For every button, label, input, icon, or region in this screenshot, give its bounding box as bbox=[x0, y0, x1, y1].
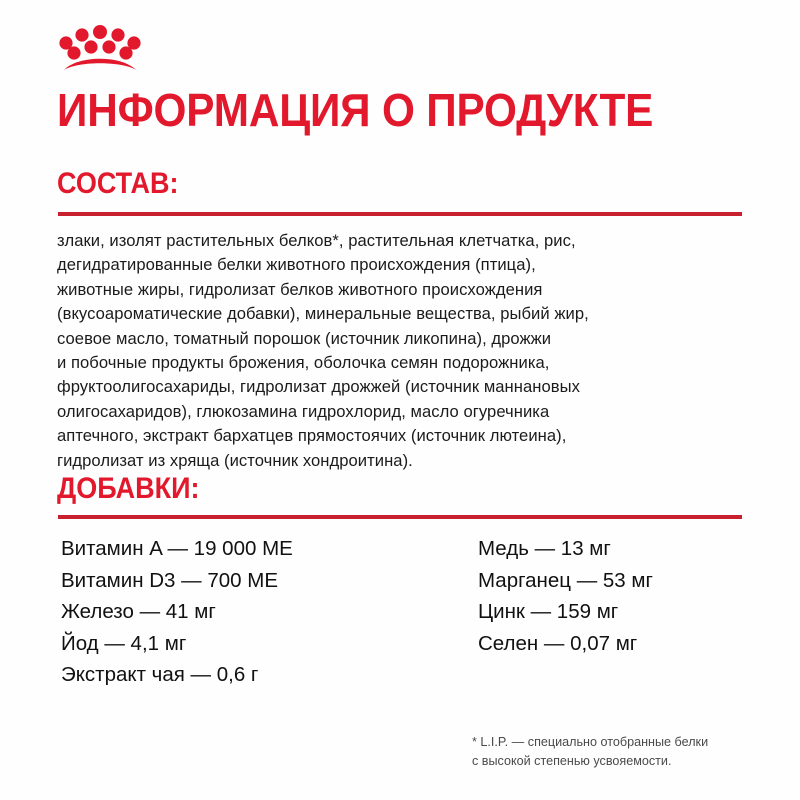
additive-item: Селен — 0,07 мг bbox=[478, 631, 638, 655]
section-heading-additives: ДОБАВКИ: bbox=[57, 472, 200, 505]
footnote-line: * L.I.P. — специально отобранные белки bbox=[472, 735, 709, 749]
composition-line: животные жиры, гидролизат белков животного происхождения bbox=[57, 279, 543, 299]
royal-canin-crown-icon bbox=[58, 24, 142, 76]
composition-text bbox=[57, 229, 757, 473]
additive-item: Железо — 41 мг bbox=[61, 600, 216, 624]
composition-line: олигосахаридов), глюкозамина гидрохлорид, масло огуречника bbox=[57, 401, 550, 421]
additive-item: Цинк — 159 мг bbox=[478, 600, 619, 624]
additives-column-left bbox=[61, 533, 293, 691]
additive-item: Витамин A — 19 000 МЕ bbox=[61, 537, 293, 560]
divider-additives bbox=[58, 515, 742, 519]
composition-line: соевое масло, томатный порошок (источник ликопина), дрожжи bbox=[57, 328, 552, 348]
composition-line: фруктоолигосахариды, гидролизат дрожжей (источник маннановых bbox=[57, 377, 580, 397]
composition-line: злаки, изолят растительных белков*, растительная клетчатка, рис, bbox=[57, 231, 576, 250]
additive-item: Экстракт чая — 0,6 г bbox=[61, 663, 259, 687]
additive-item: Витамин D3 — 700 МЕ bbox=[61, 568, 278, 592]
composition-line: и побочные продукты брожения, оболочка семян подорожника, bbox=[57, 353, 550, 373]
composition-line: (вкусоароматические добавки), минеральные вещества, рыбий жир, bbox=[57, 304, 589, 324]
additive-item: Марганец — 53 мг bbox=[478, 568, 653, 592]
composition-line: аптечного, экстракт бархатцев прямостоячих (источник лютеина), bbox=[57, 426, 567, 446]
divider-composition bbox=[58, 212, 742, 216]
composition-line: гидролизат из хряща (источник хондроитина). bbox=[57, 450, 413, 470]
additives-column-right bbox=[478, 533, 653, 659]
section-heading-composition: СОСТАВ: bbox=[57, 167, 179, 200]
composition-line: дегидратированные белки животного происхождения (птица), bbox=[57, 255, 536, 275]
footnote-line: с высокой степенью усвояемости. bbox=[472, 753, 672, 768]
page-title: ИНФОРМАЦИЯ О ПРОДУКТЕ bbox=[57, 84, 654, 136]
additive-item: Йод — 4,1 мг bbox=[61, 631, 187, 655]
additives-list bbox=[0, 533, 800, 703]
additive-item: Медь — 13 мг bbox=[478, 537, 611, 560]
footnote-lip bbox=[472, 733, 762, 770]
